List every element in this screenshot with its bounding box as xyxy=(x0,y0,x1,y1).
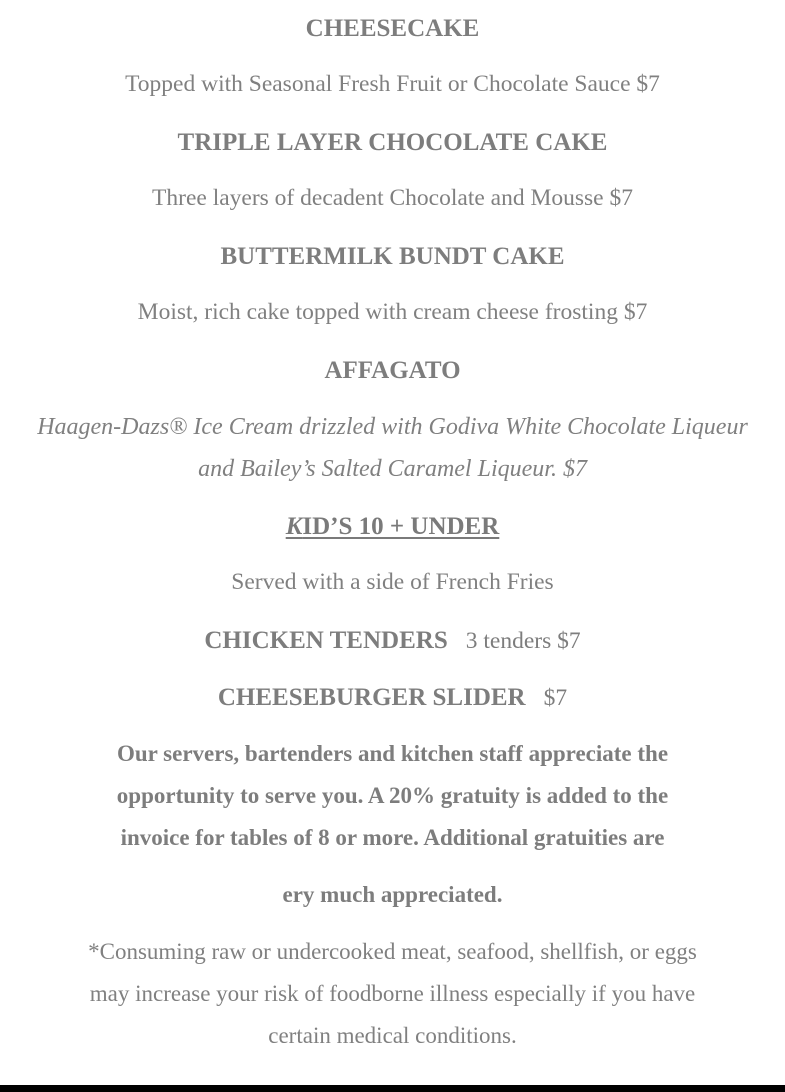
triple-layer-title: TRIPLE LAYER CHOCOLATE CAKE xyxy=(177,129,608,156)
gratuity-note-line4: ery much appreciated. xyxy=(282,882,503,907)
kids-item-chicken-tenders xyxy=(0,628,785,654)
gratuity-note-line1: Our servers, bartenders and kitchen staff appreciate the xyxy=(116,741,669,766)
cheesecake-title: CHEESECAKE xyxy=(305,15,480,42)
kids-heading-text xyxy=(286,513,500,540)
kids-item-name: CHEESEBURGER SLIDER xyxy=(217,684,526,711)
bottom-bar xyxy=(0,1085,785,1092)
kids-served-with: Served with a side of French Fries xyxy=(231,569,554,595)
disclaimer-line2: may increase your risk of foodborne illness especially if you have xyxy=(89,981,696,1006)
gratuity-note-line2: opportunity to serve you. A 20% gratuity is added to the xyxy=(116,783,669,808)
cheesecake-description: Topped with Seasonal Fresh Fruit or Chocolate Sauce $7 xyxy=(125,71,660,97)
kids-heading xyxy=(0,514,785,539)
affagato-description-line1: Haagen-Dazs® Ice Cream drizzled with Godiva White Chocolate Liqueur xyxy=(37,414,748,440)
affagato-title: AFFAGATO xyxy=(324,357,461,384)
kids-item-price: 3 tenders $7 xyxy=(465,628,581,654)
affagato-description-line2: and Bailey’s Salted Caramel Liqueur. $7 xyxy=(198,456,587,482)
gratuity-note-line3: invoice for tables of 8 or more. Additional gratuities are xyxy=(120,825,665,850)
kids-item-cheeseburger-slider xyxy=(0,685,785,711)
bundt-title: BUTTERMILK BUNDT CAKE xyxy=(220,243,565,270)
disclaimer-line1: *Consuming raw or undercooked meat, seafood, shellfish, or eggs xyxy=(88,939,697,964)
disclaimer-line3: certain medical conditions. xyxy=(268,1023,517,1048)
kids-item-price: $7 xyxy=(543,685,568,711)
bundt-description: Moist, rich cake topped with cream cheese frosting $7 xyxy=(137,299,648,325)
triple-layer-description: Three layers of decadent Chocolate and Mousse $7 xyxy=(152,185,633,211)
kids-item-name: CHICKEN TENDERS xyxy=(204,627,448,654)
kids-heading-first-letter: K xyxy=(285,513,303,540)
kids-heading-rest: ID’S 10 + UNDER xyxy=(302,513,500,540)
